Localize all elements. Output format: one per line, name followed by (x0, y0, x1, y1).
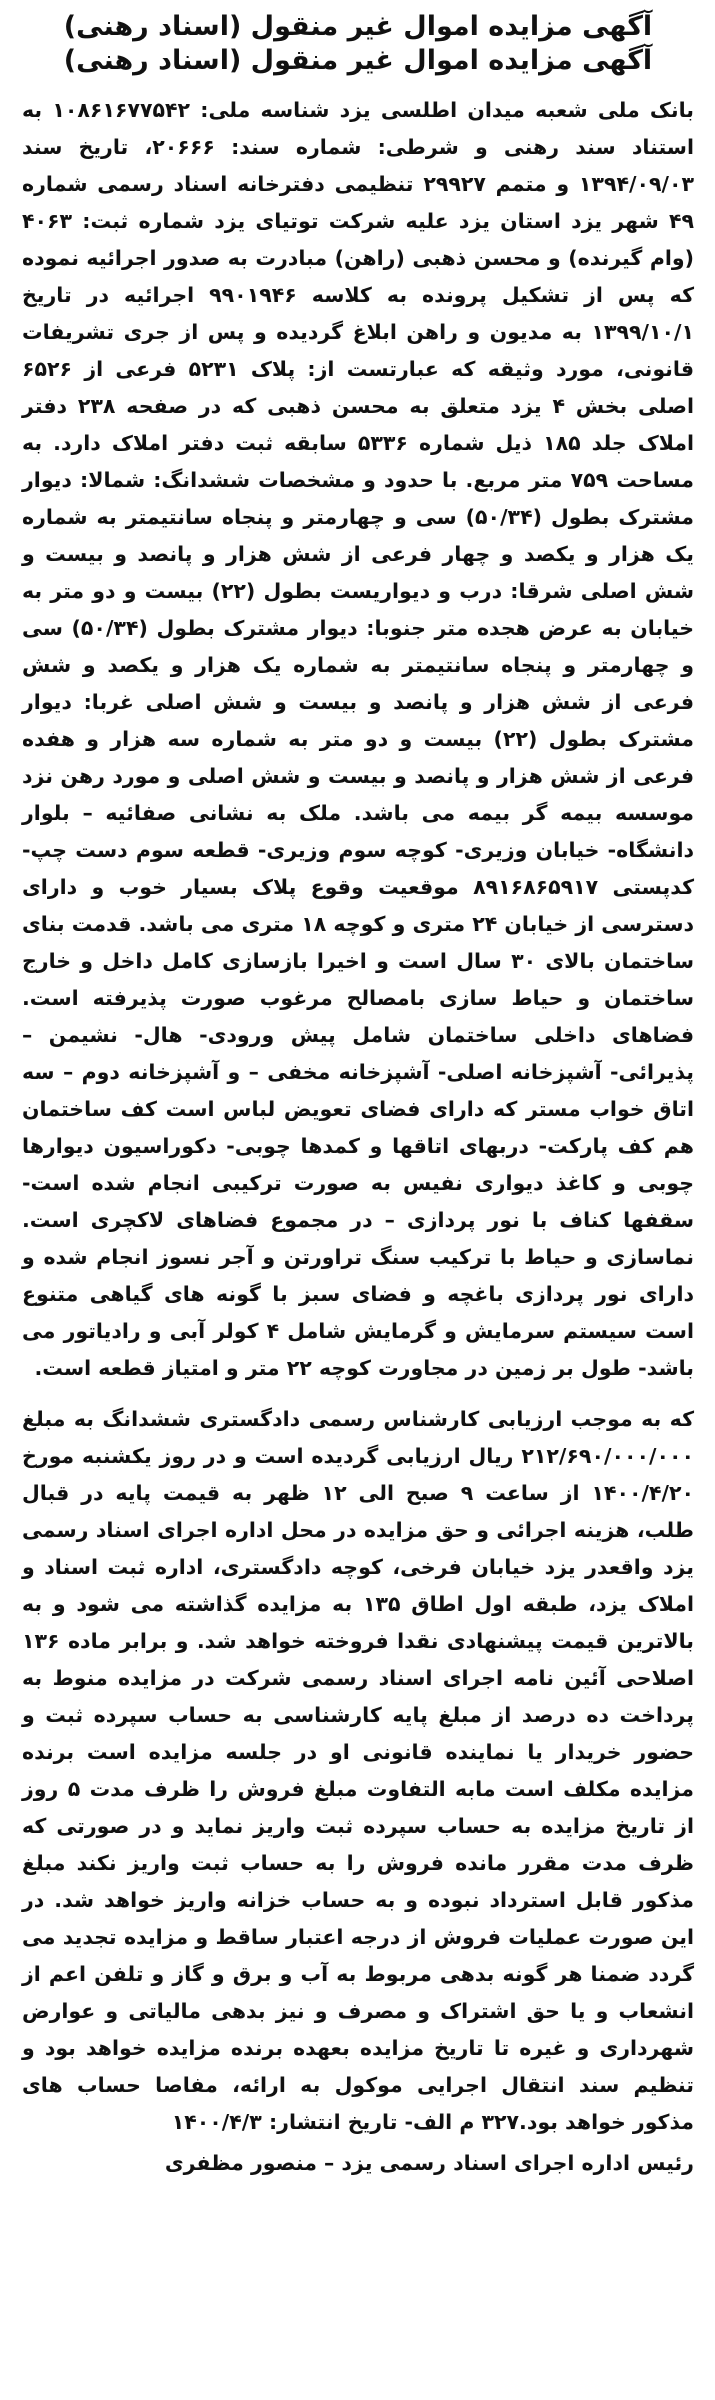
notice-subtitle: آگهی مزایده اموال غیر منقول (اسناد رهنی) (63, 45, 653, 76)
notice-body-paragraph-1: بانک ملی شعبه میدان اطلسی یزد شناسه ملی: ۱۰۸۶۱۶۷۷۵۴۲ به استناد سند رهنی و شرطی: شماره سند: ۲۰۶۶۶، تاریخ سند ۱۳۹۴/۰۹/۰۳ و متمم ۲۹۹۲۷ تنظیمی دفترخانه اسناد رسمی شماره ۴۹ شهر یزد استان یزد علیه شرکت توتیای یزد شماره ثبت: ۴۰۶۳ (وام گیرنده) و محسن ذهبی (راهن) مبادرت به صدور اجرائیه نموده که پس از تشکیل پرونده به کلاسه ۹۹۰۱۹۴۶ اجرائیه در تاریخ ۱۳۹۹/۱۰/۱ به مدیون و راهن ابلاغ گردیده و پس از جری تشریفات قانونی، مورد وثیقه که عبارتست از: پلاک ۵۲۳۱ فرعی از ۶۵۲۶ اصلی بخش ۴ یزد متعلق به محسن ذهبی که در صفحه ۲۳۸ دفتر املاک جلد ۱۸۵ ذیل شماره ۵۳۳۶ سابقه ثبت دفتر املاک دارد. به مساحت ۷۵۹ متر مربع. با حدود و مشخصات ششدانگ: شمالا: دیوار مشترک بطول (۵۰/۳۴) سی و چهارمتر و پنجاه سانتیمتر به شماره یک هزار و یکصد و چهار فرعی از شش هزار و پانصد و بیست و شش اصلی شرقا: درب و دیواریست بطول (۲۲) بیست و دو متر به خیابان به عرض هجده متر جنوبا: دیوار مشترک بطول (۵۰/۳۴) سی و چهارمتر و پنجاه سانتیمتر به شماره یک هزار و یکصد و شش فرعی از شش هزار و پانصد و بیست و شش اصلی غربا: دیوار مشترک بطول (۲۲) بیست و دو متر به شماره سه هزار و هفده فرعی از شش هزار و پانصد و بیست و شش اصلی و مورد رهن نزد موسسه بیمه گر بیمه می باشد. ملک به نشانی صفائیه – بلوار دانشگاه- خیابان وزیری- کوچه سوم وزیری- قطعه سوم دست چپ- کدپستی ۸۹۱۶۸۶۵۹۱۷ موقعیت وقوع پلاک بسیار خوب و دارای دسترسی از خیابان ۲۴ متری و کوچه ۱۸ متری می باشد. قدمت بنای ساختمان بالای ۳۰ سال است و اخیرا بازسازی کامل داخل و خارج ساختمان و حیاط سازی بامصالح مرغوب صورت پذیرفته است. فضاهای داخلی ساختمان شامل پیش ورودی- هال- نشیمن –پذیرائی- آشپزخانه اصلی- آشپزخانه مخفی – و آشپزخانه دوم – سه اتاق خواب مستر که دارای فضای تعویض لباس است کف ساختمان هم کف پارکت- دربهای اتاقها و کمدها چوبی- دکوراسیون دیوارها چوبی و کاغذ دیواری نفیس به صورت ترکیبی انجام شده است- سقفها کناف با نور پردازی – در مجموع فضاهای لاکچری است. نماسازی و حیاط با ترکیب سنگ تراورتن و آجر نسوز انجام شده و دارای نور پردازی باغچه و فضای سبز با گونه های گیاهی متنوع است سیستم سرمایش و گرمایش شامل ۴ کولر آبی و رادیاتور می باشد- طول بر زمین در مجاورت کوچه ۲۲ متر و امتیاز قطعه است. (22, 98, 695, 1380)
notice-title: آگهی مزایده اموال غیر منقول (اسناد رهنی) (63, 11, 653, 42)
auction-notice (22, 10, 694, 2388)
notice-body-paragraph-2: که به موجب ارزیابی کارشناس رسمی دادگستری ششدانگ به مبلغ ۲۱۲/۶۹۰/۰۰۰/۰۰۰ ریال ارزیابی گردیده است و در روز یکشنبه مورخ ۱۴۰۰/۴/۲۰ از ساعت ۹ صبح الی ۱۲ ظهر به قیمت پایه در قبال طلب، هزینه اجرائی و حق مزایده در محل اداره اجرای اسناد رسمی یزد واقعدر یزد خیابان فرخی، کوچه دادگستری، اداره ثبت اسناد و املاک یزد، طبقه اول اطاق ۱۳۵ به مزایده گذاشته می شود و به بالاترین قیمت پیشنهادی نقدا فروخته خواهد شد. و برابر ماده ۱۳۶ اصلاحی آئین نامه اجرای اسناد رسمی شرکت در مزایده منوط به پرداخت ده درصد از مبلغ پایه کارشناسی به حساب سپرده ثبت و حضور خریدار یا نماینده قانونی او در جلسه مزایده است برنده مزایده مکلف است مابه التفاوت مبلغ فروش را ظرف مدت ۵ روز از تاریخ مزایده به حساب سپرده ثبت واریز نماید و در صورتی که ظرف مدت مقرر مانده فروش را به حساب ثبت واریز نکند مبلغ مذکور قابل استرداد نبوده و به حساب خزانه واریز خواهد شد. در این صورت عملیات فروش از درجه اعتبار ساقط و مزایده تجدید می گردد ضمنا هر گونه بدهی مربوط به آب و برق و گاز و تلفن اعم از انشعاب و یا حق اشتراک و مصرف و نیز بدهی مالیاتی و عوارض شهرداری و غیره تا تاریخ مزایده بعهده برنده مزایده خواهد بود و تنظیم سند انتقال اجرایی موکول به ارائه، مفاصا حساب های مذکور خواهد بود.۳۲۷ م الف- تاریخ انتشار: ۱۴۰۰/۴/۳ (22, 1407, 694, 2134)
notice-signature: رئیس اداره اجرای اسناد رسمی یزد – منصور مظفری (164, 2151, 694, 2175)
